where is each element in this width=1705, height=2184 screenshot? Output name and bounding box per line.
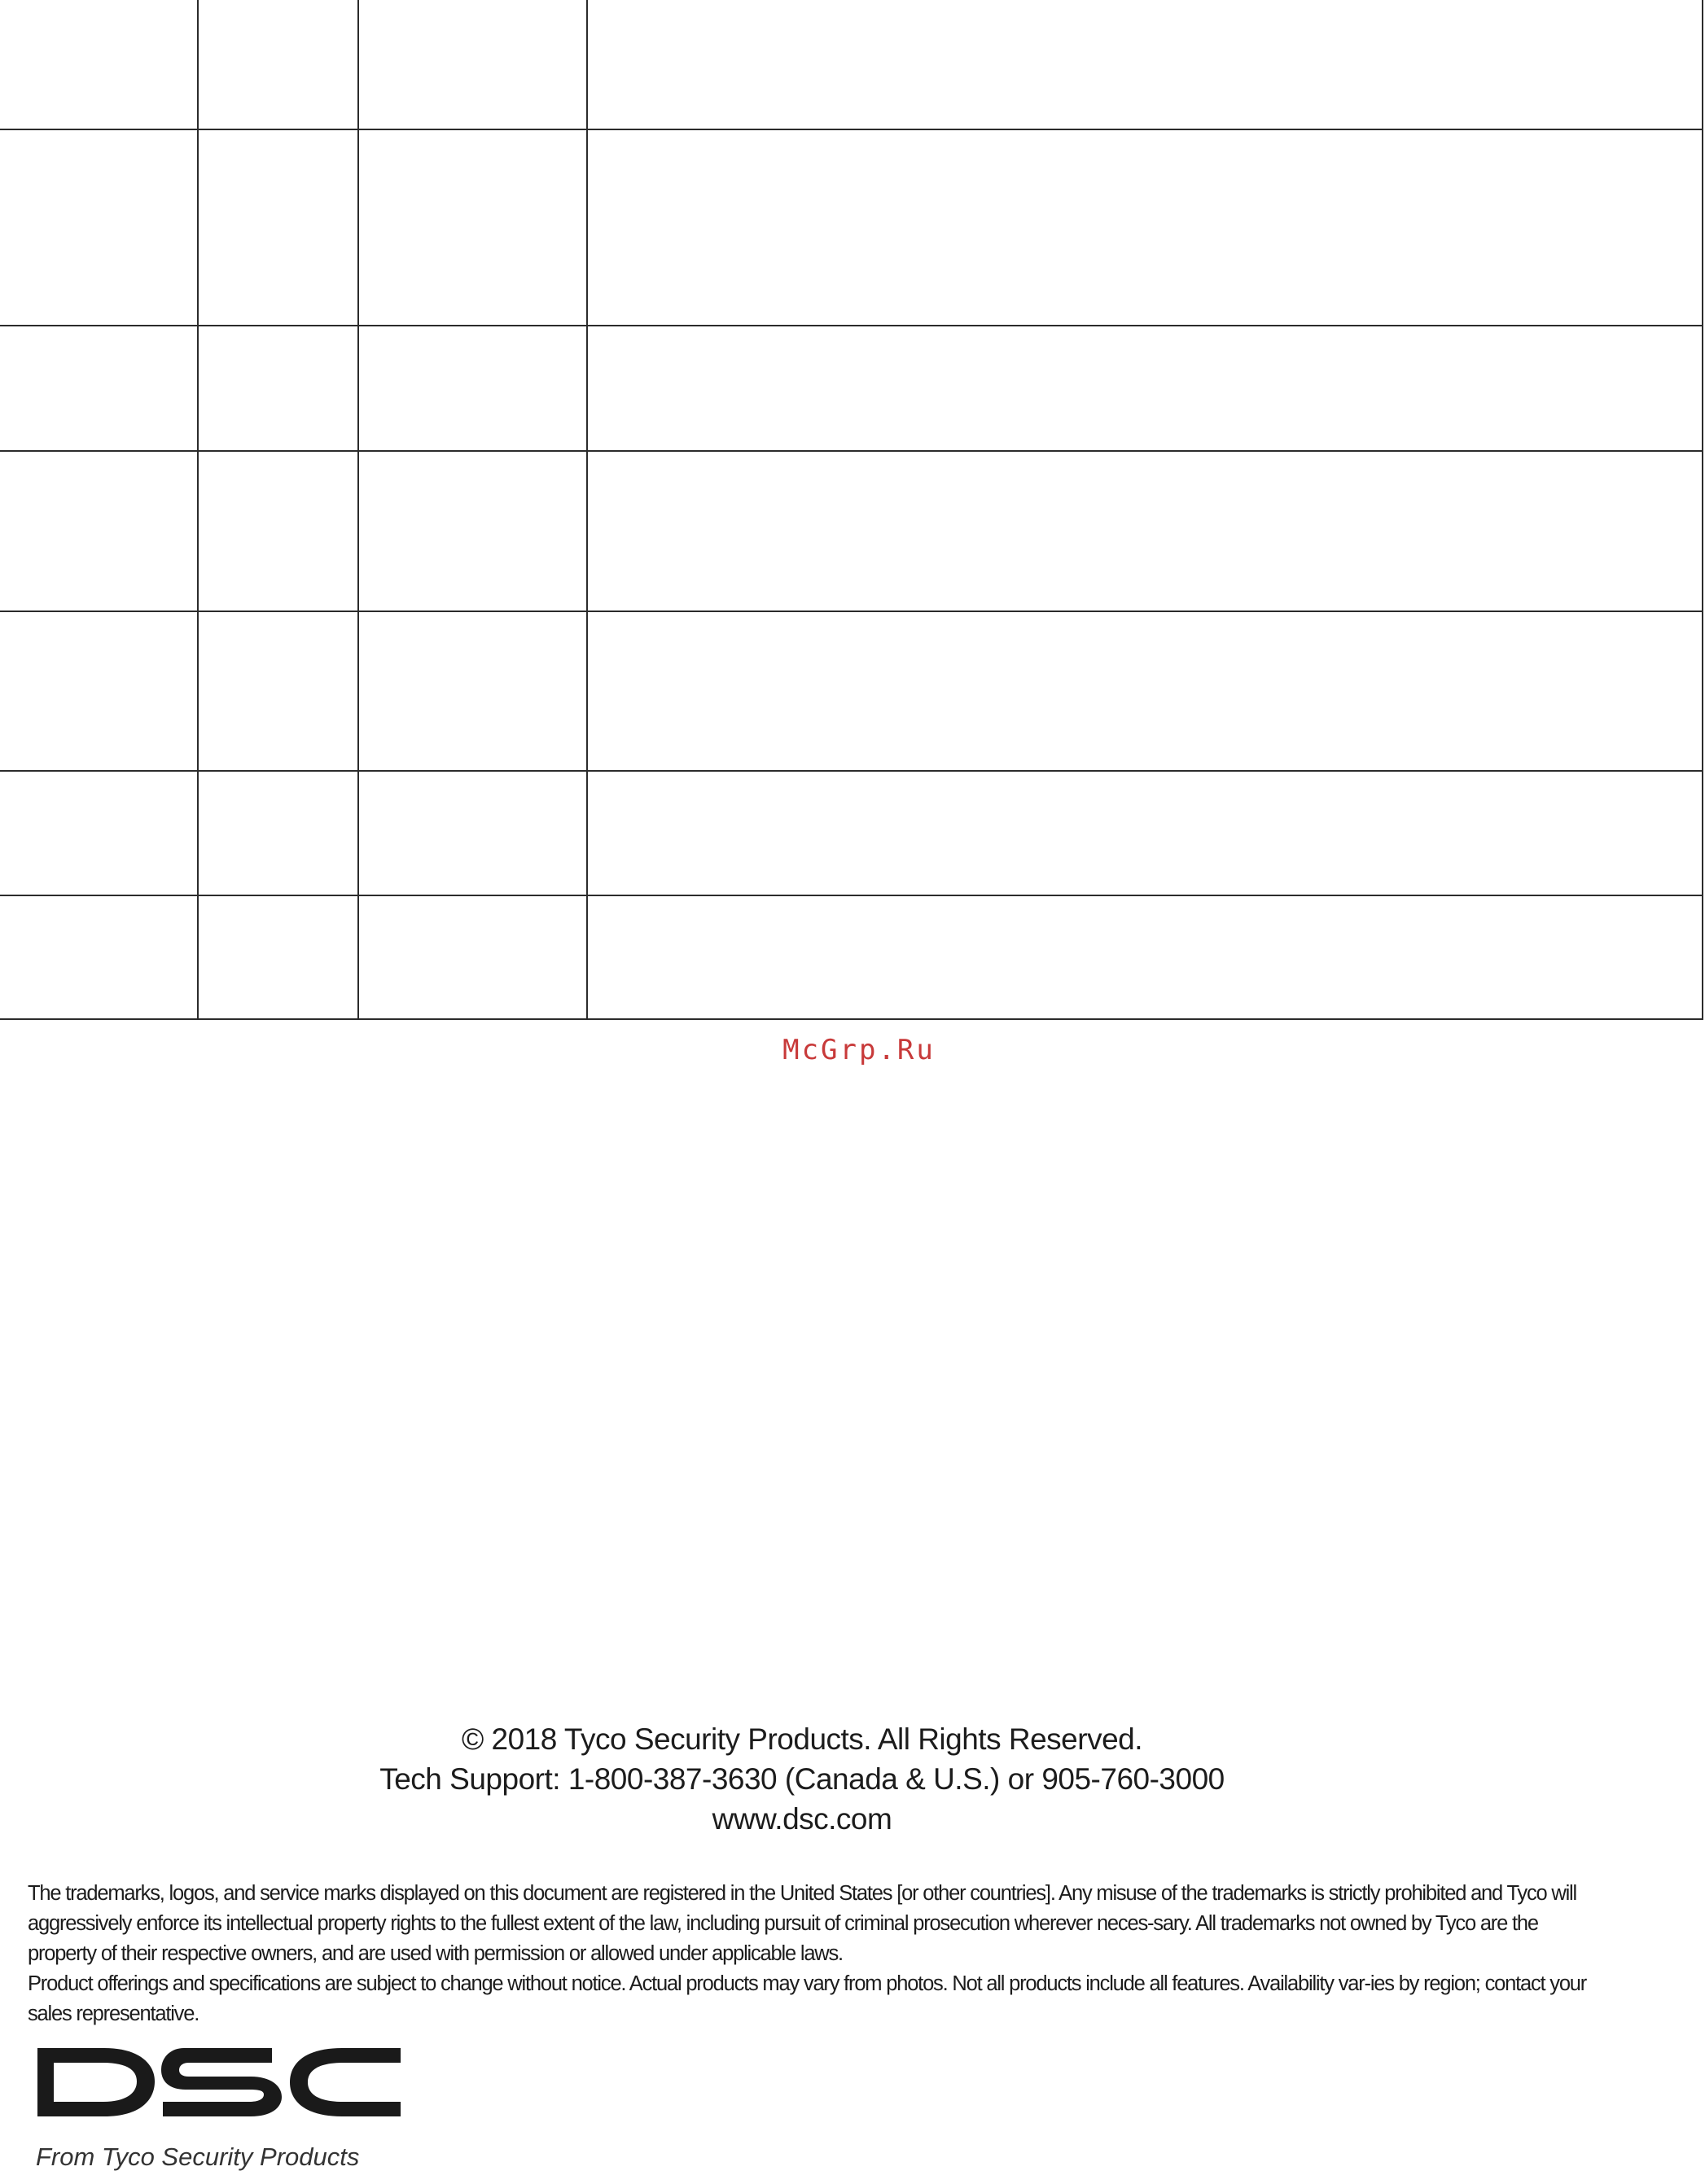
table-cell xyxy=(0,771,198,895)
record-table xyxy=(0,0,1703,1020)
table-cell xyxy=(587,129,1703,326)
table-cell xyxy=(587,451,1703,611)
table-cell xyxy=(198,326,358,451)
logo-letter-s xyxy=(161,2048,282,2116)
table-row xyxy=(0,611,1703,771)
table-cell xyxy=(0,611,198,771)
table-cell xyxy=(198,451,358,611)
table-cell xyxy=(0,895,198,1019)
website-link[interactable]: www.dsc.com xyxy=(712,1802,892,1836)
table-cell xyxy=(358,611,587,771)
dsc-wordmark xyxy=(37,2048,401,2116)
contact-block xyxy=(0,1719,1604,1839)
table-cell xyxy=(0,0,198,129)
table-cell xyxy=(358,895,587,1019)
tech-support-line: Tech Support: 1-800-387-3630 (Canada & U.S.) or 905-760-3000 xyxy=(379,1762,1225,1796)
table-row xyxy=(0,771,1703,895)
table-cell xyxy=(198,129,358,326)
table-cell xyxy=(358,771,587,895)
table-cell xyxy=(587,895,1703,1019)
table-cell xyxy=(587,611,1703,771)
copyright-line: © 2018 Tyco Security Products. All Rights Reserved. xyxy=(461,1722,1143,1756)
table-cell xyxy=(198,895,358,1019)
table-row xyxy=(0,451,1703,611)
table-cell xyxy=(587,326,1703,451)
table-cell xyxy=(587,771,1703,895)
table-cell xyxy=(198,611,358,771)
table-cell xyxy=(587,0,1703,129)
table-cell xyxy=(358,0,587,129)
legal-products: Product offerings and specifications are subject to change without notice. Actual products may vary from photos. Not all products include all features. Availability var-ies by region; contact your sales representative. xyxy=(28,1972,1587,2025)
table-cell xyxy=(0,129,198,326)
table-cell xyxy=(358,129,587,326)
logo-letter-d xyxy=(37,2048,155,2116)
table-cell xyxy=(358,326,587,451)
logo-letter-c xyxy=(290,2048,401,2116)
table-cell xyxy=(198,771,358,895)
table-row xyxy=(0,895,1703,1019)
legal-notice xyxy=(28,1879,1591,2029)
table-row xyxy=(0,0,1703,129)
logo-tagline: From Tyco Security Products xyxy=(36,2142,360,2171)
dsc-logo xyxy=(33,2043,407,2173)
watermark: McGrp.Ru xyxy=(782,1034,936,1066)
table-cell xyxy=(0,326,198,451)
table-cell xyxy=(0,451,198,611)
table-cell xyxy=(358,451,587,611)
table-row xyxy=(0,326,1703,451)
table-row xyxy=(0,129,1703,326)
legal-trademarks: The trademarks, logos, and service marks displayed on this document are registered in the United States [or other countries]. Any misuse of the trademarks is strictly prohibited and Tyco will aggressively enforce its intellectual property rights to the fullest extent of the law, including pursuit of criminal prosecution wherever neces-sary. All trademarks not owned by Tyco are the property of their respective owners, and are used with permission or allowed under applicable laws. xyxy=(28,1882,1576,1965)
table-cell xyxy=(198,0,358,129)
